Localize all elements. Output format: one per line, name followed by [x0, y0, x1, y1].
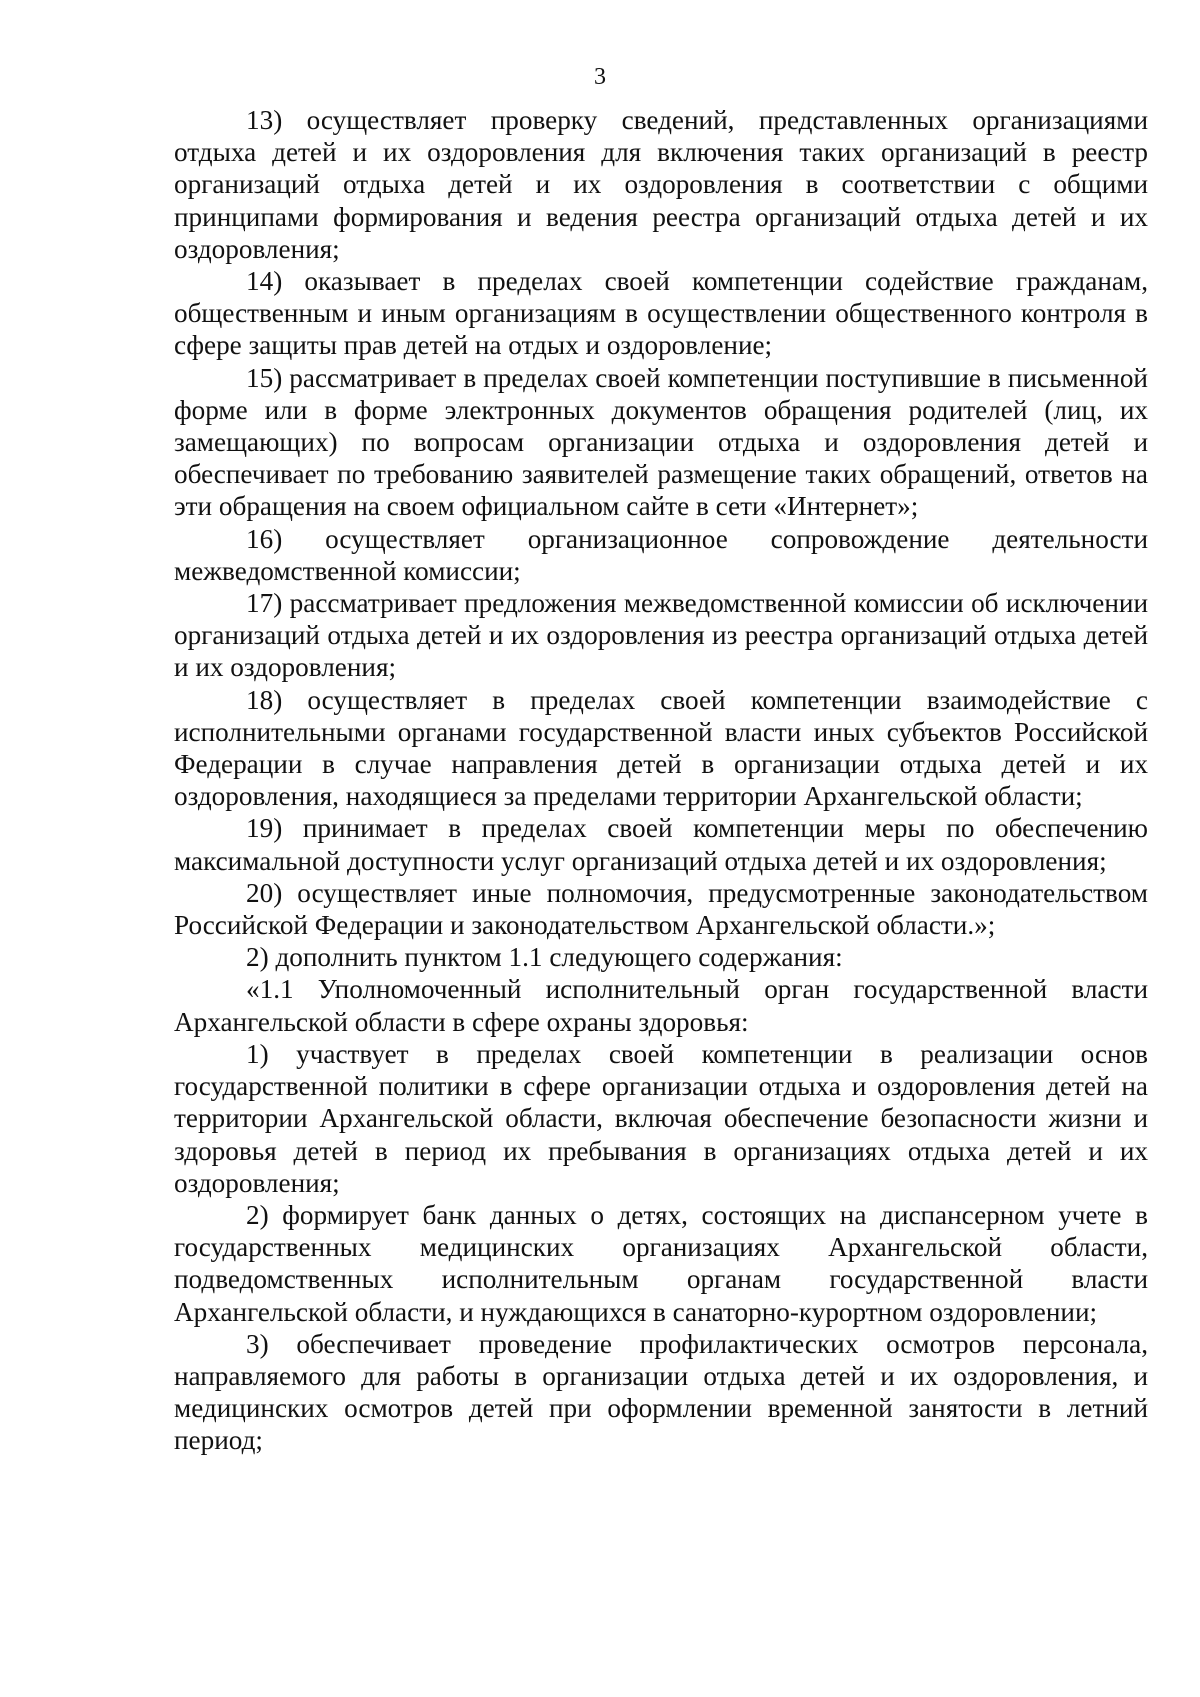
- paragraph-item-18: 18) осуществляет в пределах своей компетенции взаимодействие с исполнительными органами государственной власти иных субъектов Российской Федерации в случае направления детей в организации отдыха детей и их оздоровления, находящиеся за пределами территории Архангельской области;: [174, 684, 1148, 812]
- paragraph-item-15: 15) рассматривает в пределах своей компетенции поступившие в письменной форме или в форме электронных документов обращения родителей (лиц, их замещающих) по вопросам организации отдыха и оздоровления детей и обеспечивает по требованию заявителей размещение таких обращений, ответов на эти обращения на своем официальном сайте в сети «Интернет»;: [174, 362, 1148, 522]
- paragraph-item-19: 19) принимает в пределах своей компетенции меры по обеспечению максимальной доступности услуг организаций отдыха детей и их оздоровления;: [174, 813, 1148, 876]
- paragraph-item-16: 16) осуществляет организационное сопровождение деятельности межведомственной комиссии;: [174, 523, 1148, 586]
- paragraph-section-1-1-heading: «1.1 Уполномоченный исполнительный орган государственной власти Архангельской области в сфере охраны здоровья:: [174, 974, 1148, 1037]
- paragraph-section-1-1-item-3: 3) обеспечивает проведение профилактических осмотров персонала, направляемого для работы в организации отдыха детей и их оздоровления, и медицинских осмотров детей при оформлении временной занятости в летний период;: [174, 1328, 1148, 1456]
- paragraph-item-20: 20) осуществляет иные полномочия, предусмотренные законодательством Российской Федерации и законодательством Архангельской области.»;: [174, 877, 1148, 941]
- paragraph-item-14: 14) оказывает в пределах своей компетенции содействие гражданам, общественным и иным организациям в осуществлении общественного контроля в сфере защиты прав детей на отдых и оздоровление;: [174, 266, 1148, 361]
- page-number: 3: [594, 64, 606, 90]
- paragraph-item-17: 17) рассматривает предложения межведомственной комиссии об исключении организаций отдыха детей и их оздоровления из реестра организаций отдыха детей и их оздоровления;: [174, 588, 1148, 683]
- paragraph-item-13: 13) осуществляет проверку сведений, представленных организациями отдыха детей и их оздоровления для включения таких организаций в реестр организаций отдыха детей и их оздоровления в соответствии с общими принципами формирования и ведения реестра организаций отдыха детей и их оздоровления;: [174, 105, 1148, 264]
- paragraph-amendment-2: 2) дополнить пунктом 1.1 следующего содержания:: [246, 942, 843, 973]
- paragraph-section-1-1-item-1: 1) участвует в пределах своей компетенции в реализации основ государственной политики в сфере организации отдыха и оздоровления детей на территории Архангельской области, включая обеспечение безопасности жизни и здоровья детей в период их пребывания в организациях отдыха детей и их оздоровления;: [174, 1038, 1148, 1198]
- document-body: [174, 104, 1148, 1457]
- paragraph-section-1-1-item-2: 2) формирует банк данных о детях, состоящих на диспансерном учете в государственных медицинских организациях Архангельской области, подведомственных исполнительным органам государственной власти Архангельской области, и нуждающихся в санаторно-курортном оздоровлении;: [174, 1199, 1148, 1327]
